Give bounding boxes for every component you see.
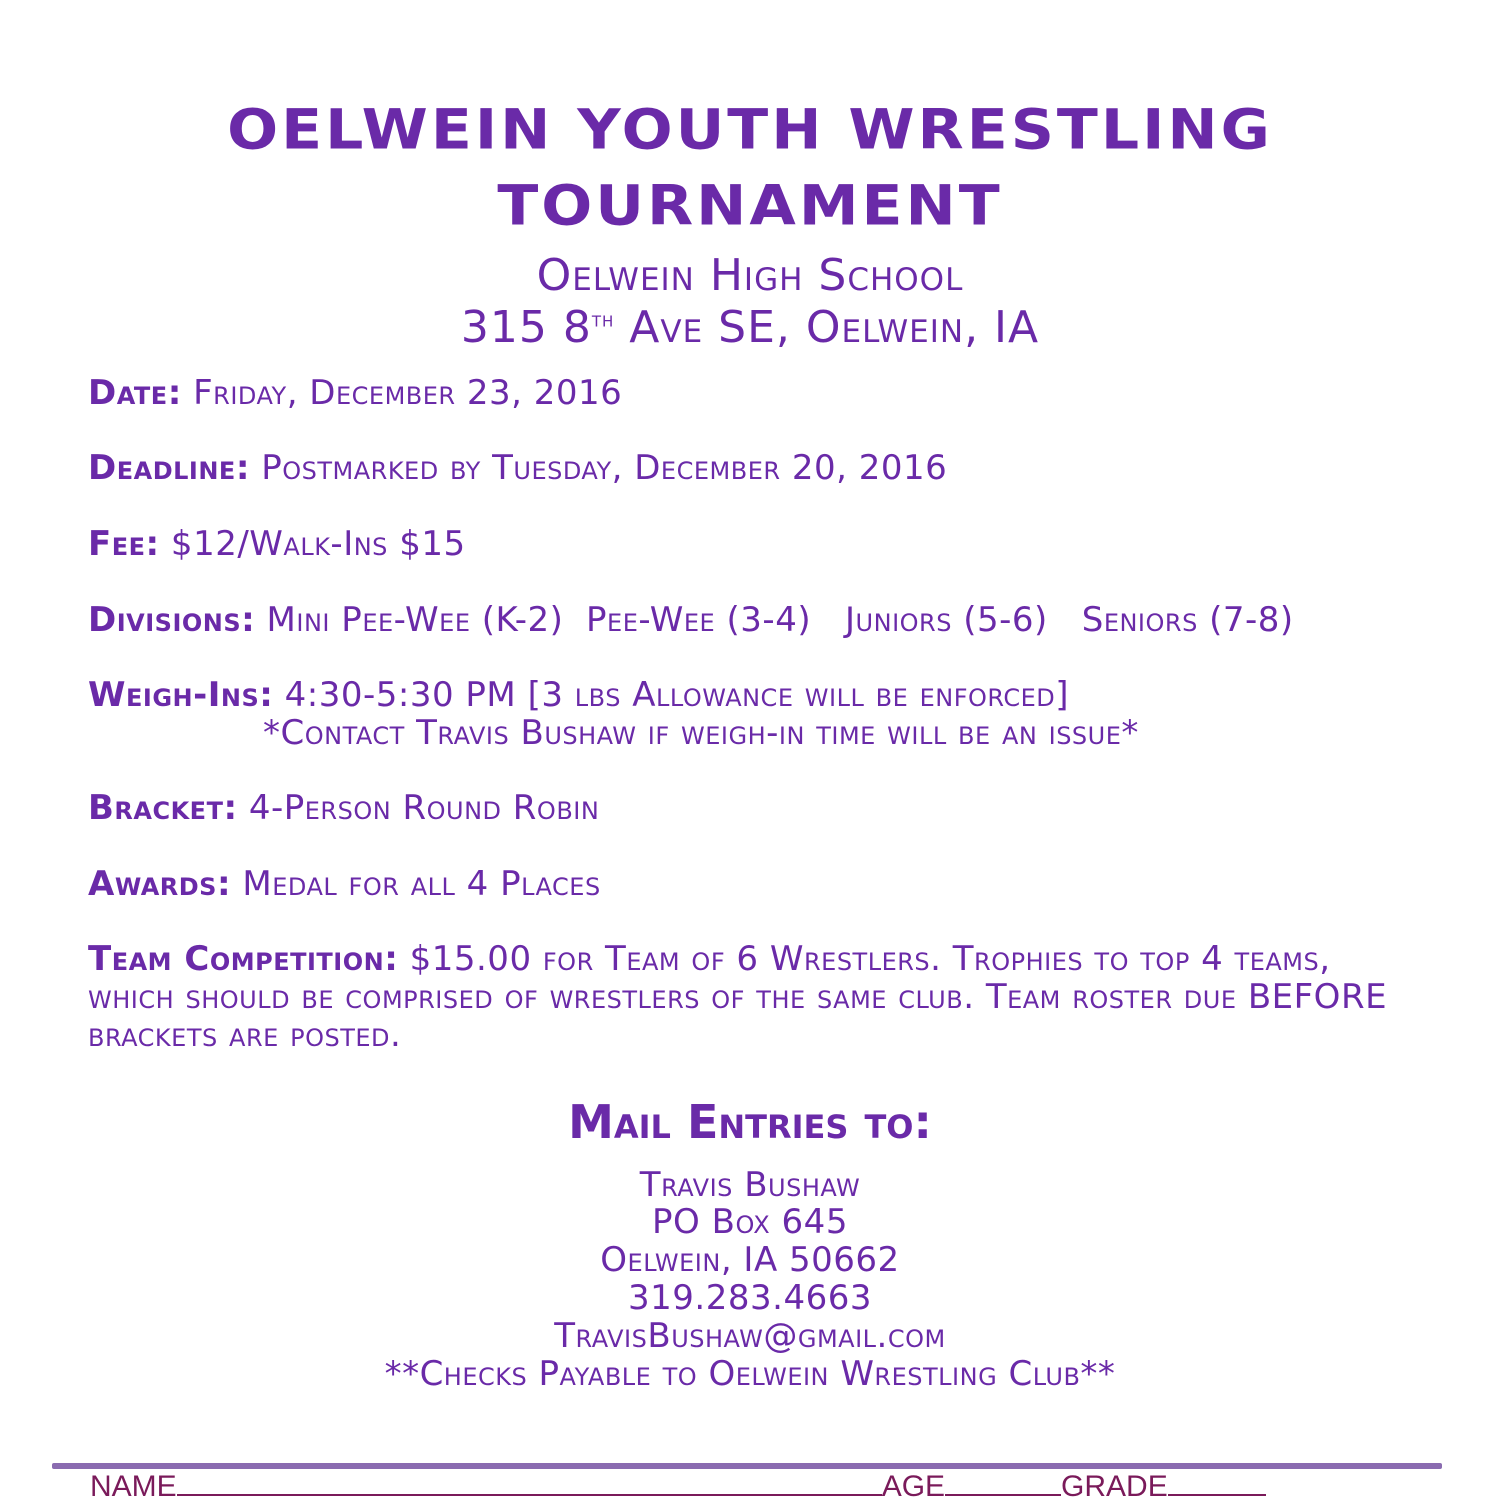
venue-name: Oelwein High School (536, 250, 964, 301)
deadline-label: Deadline: (88, 448, 250, 488)
deadline-row (88, 449, 1428, 487)
mail-phone: 319.283.4663 (628, 1278, 872, 1318)
awards-row (88, 865, 1428, 903)
date-value: Friday, December 23, 2016 (181, 373, 623, 413)
entry-form-row (90, 1466, 1266, 1505)
mail-email: TravisBushaw@gmail.com (554, 1316, 946, 1356)
bracket-value: 4-Person Round Robin (237, 788, 600, 828)
divisions-row (88, 601, 1428, 639)
bracket-label: Bracket: (88, 788, 238, 828)
venue-address (0, 302, 1500, 354)
date-label: Date: (88, 373, 182, 413)
name-field[interactable] (177, 1466, 882, 1496)
bracket-row (88, 789, 1428, 827)
weighins-label: Weigh-Ins: (88, 675, 274, 715)
address-suffix: th (591, 307, 615, 333)
fee-row (88, 525, 1428, 563)
mail-heading: Mail Entries to: (568, 1095, 932, 1149)
mail-city: Oelwein, IA 50662 (600, 1240, 900, 1280)
age-label: AGE (881, 1470, 946, 1503)
address-number: 315 8 (460, 302, 592, 353)
address-street: Ave SE, Oelwein, IA (614, 302, 1040, 353)
date-row (88, 374, 1428, 412)
awards-label: Awards: (88, 864, 232, 904)
divisions-value: Mini Pee-Wee (K-2) Pee-Wee (3-4) Juniors (5-6) Seniors (7-8) (255, 600, 1294, 640)
mail-po-box: PO Box 645 (652, 1202, 848, 1242)
awards-value: Medal for all 4 Places (231, 864, 601, 904)
title-line-2: TOURNAMENT (497, 173, 1003, 239)
fee-label: Fee: (88, 524, 160, 564)
name-label: NAME (90, 1470, 177, 1503)
fee-value: $12/Walk-Ins $15 (159, 524, 466, 564)
title-line-1: OELWEIN YOUTH WRESTLING (227, 97, 1273, 163)
team-competition-row (88, 940, 1418, 1054)
mail-recipient: Travis Bushaw (639, 1165, 861, 1205)
divisions-label: Divisions: (88, 600, 256, 640)
grade-field[interactable] (1168, 1466, 1266, 1496)
team-value: $15.00 for Team of 6 Wrestlers. Trophies to top 4 teams, which should be comprised of wrestlers of the same club. Team roster due BEFORE brackets are posted. (88, 939, 1388, 1055)
team-label: Team Competition: (88, 939, 399, 979)
weighins-row (88, 676, 1428, 714)
age-field[interactable] (945, 1466, 1061, 1496)
weighins-value: 4:30-5:30 PM [3 lbs Allowance will be enforced] (273, 675, 1070, 715)
checks-note: **Checks Payable to Oelwein Wrestling Club** (384, 1354, 1116, 1394)
deadline-value: Postmarked by Tuesday, December 20, 2016 (249, 448, 948, 488)
grade-label: GRADE (1061, 1470, 1168, 1503)
weighins-note: *Contact Travis Bushaw if weigh-in time will be an issue* (263, 713, 1139, 753)
